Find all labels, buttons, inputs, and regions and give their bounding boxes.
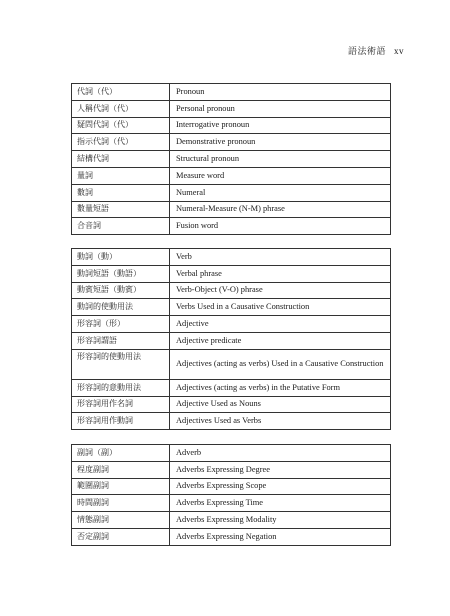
chinese-term: 動賓短語（動賓）	[72, 282, 170, 299]
table-row	[72, 218, 391, 235]
table-row	[72, 299, 391, 316]
english-term: Adjectives (acting as verbs) in the Putative Form	[170, 379, 391, 396]
chinese-term: 數量短語	[72, 201, 170, 218]
header-title: 語法術語	[347, 47, 386, 57]
table-row	[72, 478, 391, 495]
chinese-term: 副詞（副）	[72, 445, 170, 462]
chinese-term: 動詞（動）	[72, 249, 170, 266]
english-term: Adverbs Expressing Modality	[170, 512, 391, 529]
table-row	[72, 495, 391, 512]
chinese-term: 程度副詞	[72, 461, 170, 478]
chinese-term: 範圍副詞	[72, 478, 170, 495]
table-row	[72, 265, 391, 282]
english-term: Pronoun	[170, 84, 391, 101]
page-number: xv	[394, 46, 404, 56]
english-term: Numeral	[170, 184, 391, 201]
glossary-table-verbs	[71, 248, 391, 430]
english-term: Adverb	[170, 445, 391, 462]
english-term: Adverbs Expressing Time	[170, 495, 391, 512]
chinese-term: 人稱代詞（代）	[72, 100, 170, 117]
english-term: Verb-Object (V-O) phrase	[170, 282, 391, 299]
english-term: Adjectives Used as Verbs	[170, 413, 391, 430]
table-row	[72, 396, 391, 413]
english-term: Verbs Used in a Causative Construction	[170, 299, 391, 316]
table-row	[72, 167, 391, 184]
chinese-term: 代詞（代）	[72, 84, 170, 101]
chinese-term: 時間副詞	[72, 495, 170, 512]
english-term: Verbal phrase	[170, 265, 391, 282]
chinese-term: 情態副詞	[72, 512, 170, 529]
chinese-term: 量詞	[72, 167, 170, 184]
table-row	[72, 134, 391, 151]
english-term: Adverbs Expressing Negation	[170, 528, 391, 545]
chinese-term: 形容詞用作名詞	[72, 396, 170, 413]
english-term: Structural pronoun	[170, 151, 391, 168]
glossary-table-adverbs	[71, 444, 391, 546]
chinese-term: 形容詞（形）	[72, 316, 170, 333]
table-row	[72, 332, 391, 349]
chinese-term: 動詞的使動用法	[72, 299, 170, 316]
running-header	[348, 44, 404, 57]
english-term: Numeral-Measure (N-M) phrase	[170, 201, 391, 218]
chinese-term: 形容詞的使動用法	[72, 349, 170, 379]
chinese-term: 結構代詞	[72, 151, 170, 168]
english-term: Verb	[170, 249, 391, 266]
table-row	[72, 512, 391, 529]
chinese-term: 否定副詞	[72, 528, 170, 545]
table-row	[72, 249, 391, 266]
chinese-term: 合音詞	[72, 218, 170, 235]
table-row	[72, 151, 391, 168]
table-row	[72, 413, 391, 430]
chinese-term: 數詞	[72, 184, 170, 201]
chinese-term: 形容詞的意動用法	[72, 379, 170, 396]
table-row	[72, 84, 391, 101]
table-row	[72, 445, 391, 462]
english-term: Adverbs Expressing Degree	[170, 461, 391, 478]
english-term: Adjective predicate	[170, 332, 391, 349]
table-row	[72, 316, 391, 333]
chinese-term: 疑問代詞（代）	[72, 117, 170, 134]
english-term: Adverbs Expressing Scope	[170, 478, 391, 495]
table-row	[72, 184, 391, 201]
table-row	[72, 379, 391, 396]
english-term: Personal pronoun	[170, 100, 391, 117]
chinese-term: 動詞短語（動語）	[72, 265, 170, 282]
chinese-term: 形容詞用作動詞	[72, 413, 170, 430]
table-row	[72, 117, 391, 134]
table-row	[72, 461, 391, 478]
table-row	[72, 349, 391, 379]
english-term: Adjective	[170, 316, 391, 333]
table-row	[72, 100, 391, 117]
english-term: Demonstrative pronoun	[170, 134, 391, 151]
english-term: Adjective Used as Nouns	[170, 396, 391, 413]
chinese-term: 形容詞謂語	[72, 332, 170, 349]
english-term: Measure word	[170, 167, 391, 184]
table-row	[72, 201, 391, 218]
table-row	[72, 528, 391, 545]
glossary-table-pronouns	[71, 83, 391, 235]
english-term: Fusion word	[170, 218, 391, 235]
table-row	[72, 282, 391, 299]
chinese-term: 指示代詞（代）	[72, 134, 170, 151]
english-term: Adjectives (acting as verbs) Used in a Causative Construction	[170, 349, 391, 379]
english-term: Interrogative pronoun	[170, 117, 391, 134]
